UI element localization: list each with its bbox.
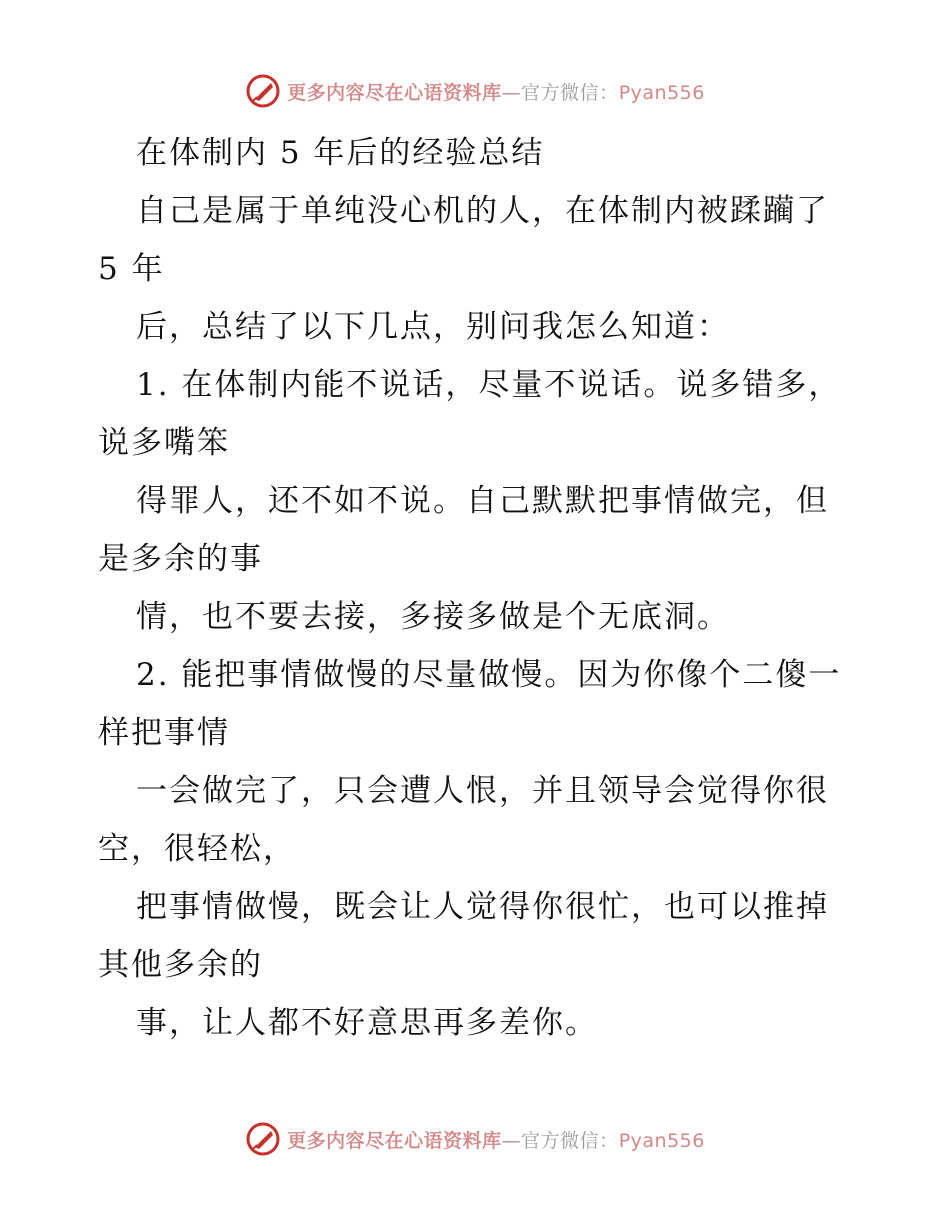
text-line: 1. 在体制内能不说话，尽量不说话。说多错多， [136, 367, 842, 403]
text-line: 说多嘴笨 [98, 425, 230, 461]
text-line: 后，总结了以下几点，别问我怎么知道： [136, 309, 730, 345]
text-line: 情，也不要去接，多接多做是个无底洞。 [136, 599, 730, 635]
quill-logo-icon [245, 73, 281, 109]
header-brand-text: 更多内容尽在心语资料库 [287, 81, 502, 104]
text-line: 2. 能把事情做慢的尽量做慢。因为你像个二傻一 [136, 657, 842, 693]
text-line: 把事情做慢，既会让人觉得你很忙，也可以推掉 [136, 889, 829, 925]
header-wechat-id: Pyan556 [618, 81, 705, 104]
text-line: 空，很轻松， [98, 831, 296, 867]
text-line: 自己是属于单纯没心机的人，在体制内被蹂躏了 [136, 193, 829, 229]
text-line: 样把事情 [98, 715, 230, 751]
text-line: 事，让人都不好意思再多差你。 [136, 1005, 598, 1041]
footer-brand-text: 更多内容尽在心语资料库 [287, 1129, 502, 1152]
header-wechat-label: 官方微信： [521, 81, 619, 104]
footer-wechat-label: 官方微信： [521, 1129, 619, 1152]
quill-logo-icon [245, 1121, 281, 1157]
document-body [98, 124, 858, 1052]
text-line: 其他多余的 [98, 947, 263, 983]
footer-watermark [0, 1119, 950, 1159]
text-line: 一会做完了，只会遭人恨，并且领导会觉得你很 [136, 773, 829, 809]
text-line: 是多余的事 [98, 541, 263, 577]
text-line: 在体制内 5 年后的经验总结 [136, 135, 545, 171]
text-line: 得罪人，还不如不说。自己默默把事情做完，但 [136, 483, 829, 519]
footer-dash: — [501, 1129, 522, 1152]
header-watermark [0, 71, 950, 111]
text-line: 5 年 [98, 251, 165, 287]
header-dash: — [501, 81, 522, 104]
footer-wechat-id: Pyan556 [618, 1129, 705, 1152]
